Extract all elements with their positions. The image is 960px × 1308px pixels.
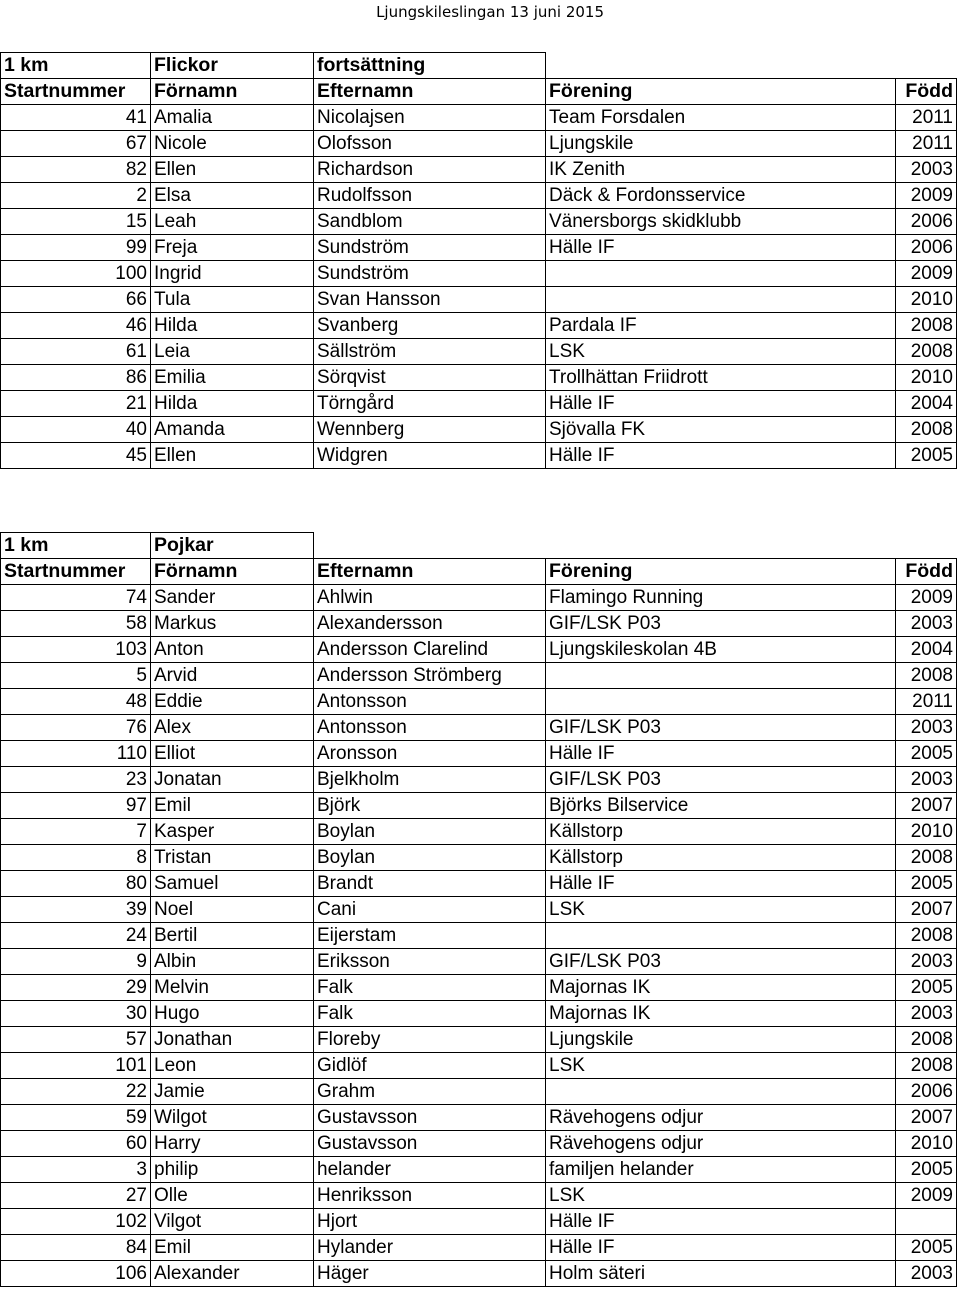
start-number-cell: 61 — [1, 339, 151, 365]
club-cell: Hälle IF — [546, 871, 896, 897]
club-cell: GIF/LSK P03 — [546, 715, 896, 741]
start-number-cell: 99 — [1, 235, 151, 261]
club-cell: familjen helander — [546, 1157, 896, 1183]
last-name-cell: Häger — [314, 1261, 546, 1287]
start-number-cell: 27 — [1, 1183, 151, 1209]
table-row — [1, 105, 957, 131]
first-name-cell: Ellen — [151, 443, 314, 469]
start-number-cell: 110 — [1, 741, 151, 767]
club-cell: Ljungskile — [546, 1027, 896, 1053]
table-row — [1, 391, 957, 417]
start-number-cell: 66 — [1, 287, 151, 313]
table-row — [1, 131, 957, 157]
last-name-cell: Antonsson — [314, 715, 546, 741]
start-number-cell: 46 — [1, 313, 151, 339]
last-name-cell: Olofsson — [314, 131, 546, 157]
birth-year-cell: 2005 — [896, 1157, 957, 1183]
club-cell — [546, 1079, 896, 1105]
club-cell: LSK — [546, 897, 896, 923]
birth-year-cell: 2010 — [896, 287, 957, 313]
table-row — [1, 1001, 957, 1027]
birth-year-cell: 2008 — [896, 923, 957, 949]
first-name-cell: Leia — [151, 339, 314, 365]
club-cell: Sjövalla FK — [546, 417, 896, 443]
birth-year-cell: 2008 — [896, 313, 957, 339]
start-number-cell: 41 — [1, 105, 151, 131]
table-row — [1, 235, 957, 261]
first-name-cell: Emilia — [151, 365, 314, 391]
start-number-cell: 57 — [1, 1027, 151, 1053]
section-note: fortsättning — [314, 53, 546, 79]
table-row — [1, 923, 957, 949]
first-name-cell: Hilda — [151, 391, 314, 417]
document-header: Ljungskileslingan 13 juni 2015 — [376, 3, 604, 21]
club-cell: Trollhättan Friidrott — [546, 365, 896, 391]
birth-year-cell: 2007 — [896, 1105, 957, 1131]
birth-year-cell: 2006 — [896, 235, 957, 261]
start-number-cell: 86 — [1, 365, 151, 391]
birth-year-cell: 2005 — [896, 1235, 957, 1261]
first-name-cell: Elsa — [151, 183, 314, 209]
start-number-cell: 7 — [1, 819, 151, 845]
first-name-cell: Anton — [151, 637, 314, 663]
first-name-cell: Harry — [151, 1131, 314, 1157]
first-name-cell: Alex — [151, 715, 314, 741]
last-name-cell: Nicolajsen — [314, 105, 546, 131]
last-name-cell: Gustavsson — [314, 1131, 546, 1157]
birth-year-cell: 2003 — [896, 1001, 957, 1027]
birth-year-cell: 2003 — [896, 611, 957, 637]
club-cell: Källstorp — [546, 819, 896, 845]
first-name-cell: Noel — [151, 897, 314, 923]
club-cell: IK Zenith — [546, 157, 896, 183]
first-name-cell: Ingrid — [151, 261, 314, 287]
last-name-cell: Aronsson — [314, 741, 546, 767]
table-row — [1, 611, 957, 637]
section-category: Flickor — [151, 53, 314, 79]
first-name-cell: Freja — [151, 235, 314, 261]
last-name-cell: Sundström — [314, 235, 546, 261]
last-name-cell: Sörqvist — [314, 365, 546, 391]
birth-year-cell: 2008 — [896, 339, 957, 365]
column-header-start-number: Startnummer — [1, 559, 151, 585]
last-name-cell: Hjort — [314, 1209, 546, 1235]
start-number-cell: 101 — [1, 1053, 151, 1079]
column-header-start-number: Startnummer — [1, 79, 151, 105]
club-cell: GIF/LSK P03 — [546, 611, 896, 637]
first-name-cell: philip — [151, 1157, 314, 1183]
birth-year-cell: 2010 — [896, 819, 957, 845]
birth-year-cell: 2008 — [896, 663, 957, 689]
birth-year-cell: 2005 — [896, 871, 957, 897]
start-number-cell: 82 — [1, 157, 151, 183]
last-name-cell: Andersson Strömberg — [314, 663, 546, 689]
table-row — [1, 1105, 957, 1131]
club-cell: Ljungskileskolan 4B — [546, 637, 896, 663]
start-number-cell: 74 — [1, 585, 151, 611]
title-spacer — [546, 533, 957, 559]
table-row — [1, 1235, 957, 1261]
table-row — [1, 1053, 957, 1079]
birth-year-cell: 2011 — [896, 689, 957, 715]
table-row — [1, 819, 957, 845]
last-name-cell: Widgren — [314, 443, 546, 469]
table-row — [1, 339, 957, 365]
table-row — [1, 1261, 957, 1287]
table-row — [1, 585, 957, 611]
club-cell: Flamingo Running — [546, 585, 896, 611]
first-name-cell: Eddie — [151, 689, 314, 715]
club-cell: Pardala IF — [546, 313, 896, 339]
column-header-club: Förening — [546, 559, 896, 585]
birth-year-cell: 2011 — [896, 105, 957, 131]
first-name-cell: Tristan — [151, 845, 314, 871]
table-row — [1, 261, 957, 287]
start-number-cell: 30 — [1, 1001, 151, 1027]
first-name-cell: Amanda — [151, 417, 314, 443]
start-number-cell: 24 — [1, 923, 151, 949]
start-number-cell: 76 — [1, 715, 151, 741]
section-note — [314, 533, 546, 559]
start-number-cell: 9 — [1, 949, 151, 975]
first-name-cell: Leah — [151, 209, 314, 235]
last-name-cell: Floreby — [314, 1027, 546, 1053]
club-cell: Team Forsdalen — [546, 105, 896, 131]
last-name-cell: Falk — [314, 975, 546, 1001]
club-cell: Majornas IK — [546, 975, 896, 1001]
section-title-row — [1, 53, 957, 79]
start-number-cell: 22 — [1, 1079, 151, 1105]
last-name-cell: Eijerstam — [314, 923, 546, 949]
start-number-cell: 2 — [1, 183, 151, 209]
last-name-cell: Eriksson — [314, 949, 546, 975]
table-row — [1, 689, 957, 715]
birth-year-cell: 2007 — [896, 897, 957, 923]
first-name-cell: Emil — [151, 793, 314, 819]
club-cell — [546, 663, 896, 689]
start-number-cell: 80 — [1, 871, 151, 897]
last-name-cell: Törngård — [314, 391, 546, 417]
table-row — [1, 897, 957, 923]
start-number-cell: 58 — [1, 611, 151, 637]
club-cell: LSK — [546, 1183, 896, 1209]
birth-year-cell: 2009 — [896, 183, 957, 209]
first-name-cell: Elliot — [151, 741, 314, 767]
birth-year-cell: 2009 — [896, 261, 957, 287]
results-table-pojkar — [0, 532, 957, 1287]
first-name-cell: Ellen — [151, 157, 314, 183]
last-name-cell: Svan Hansson — [314, 287, 546, 313]
start-number-cell: 5 — [1, 663, 151, 689]
birth-year-cell: 2004 — [896, 391, 957, 417]
column-header-first-name: Förnamn — [151, 79, 314, 105]
table-row — [1, 871, 957, 897]
birth-year-cell — [896, 1209, 957, 1235]
start-number-cell: 40 — [1, 417, 151, 443]
first-name-cell: Jonathan — [151, 1027, 314, 1053]
table-row — [1, 209, 957, 235]
first-name-cell: Leon — [151, 1053, 314, 1079]
first-name-cell: Samuel — [151, 871, 314, 897]
start-number-cell: 60 — [1, 1131, 151, 1157]
last-name-cell: Sandblom — [314, 209, 546, 235]
club-cell: GIF/LSK P03 — [546, 949, 896, 975]
last-name-cell: Sällström — [314, 339, 546, 365]
first-name-cell: Emil — [151, 1235, 314, 1261]
last-name-cell: Rudolfsson — [314, 183, 546, 209]
last-name-cell: Antonsson — [314, 689, 546, 715]
club-cell: LSK — [546, 339, 896, 365]
last-name-cell: Gustavsson — [314, 1105, 546, 1131]
column-header-row — [1, 79, 957, 105]
table-row — [1, 443, 957, 469]
table-row — [1, 157, 957, 183]
club-cell: Majornas IK — [546, 1001, 896, 1027]
start-number-cell: 29 — [1, 975, 151, 1001]
club-cell: Hälle IF — [546, 235, 896, 261]
club-cell: Holm säteri — [546, 1261, 896, 1287]
first-name-cell: Markus — [151, 611, 314, 637]
table-row — [1, 1027, 957, 1053]
last-name-cell: Björk — [314, 793, 546, 819]
start-number-cell: 84 — [1, 1235, 151, 1261]
club-cell: Hälle IF — [546, 1209, 896, 1235]
birth-year-cell: 2008 — [896, 1027, 957, 1053]
start-number-cell: 103 — [1, 637, 151, 663]
table-row — [1, 637, 957, 663]
birth-year-cell: 2005 — [896, 443, 957, 469]
birth-year-cell: 2003 — [896, 157, 957, 183]
birth-year-cell: 2008 — [896, 845, 957, 871]
first-name-cell: Kasper — [151, 819, 314, 845]
start-number-cell: 67 — [1, 131, 151, 157]
table-row — [1, 1183, 957, 1209]
table-row — [1, 741, 957, 767]
club-cell: Hälle IF — [546, 443, 896, 469]
first-name-cell: Bertil — [151, 923, 314, 949]
first-name-cell: Nicole — [151, 131, 314, 157]
club-cell — [546, 287, 896, 313]
club-cell: Hälle IF — [546, 391, 896, 417]
table-row — [1, 715, 957, 741]
first-name-cell: Tula — [151, 287, 314, 313]
club-cell: Källstorp — [546, 845, 896, 871]
column-header-birth-year: Född — [896, 79, 957, 105]
first-name-cell: Albin — [151, 949, 314, 975]
birth-year-cell: 2005 — [896, 741, 957, 767]
birth-year-cell: 2006 — [896, 209, 957, 235]
club-cell: Hälle IF — [546, 1235, 896, 1261]
first-name-cell: Melvin — [151, 975, 314, 1001]
table-row — [1, 975, 957, 1001]
birth-year-cell: 2003 — [896, 767, 957, 793]
birth-year-cell: 2008 — [896, 417, 957, 443]
first-name-cell: Alexander — [151, 1261, 314, 1287]
last-name-cell: Henriksson — [314, 1183, 546, 1209]
last-name-cell: Hylander — [314, 1235, 546, 1261]
first-name-cell: Jamie — [151, 1079, 314, 1105]
table-row — [1, 1157, 957, 1183]
start-number-cell: 102 — [1, 1209, 151, 1235]
last-name-cell: helander — [314, 1157, 546, 1183]
table-row — [1, 793, 957, 819]
section-distance: 1 km — [1, 533, 151, 559]
start-number-cell: 23 — [1, 767, 151, 793]
last-name-cell: Gidlöf — [314, 1053, 546, 1079]
table-row — [1, 287, 957, 313]
column-header-club: Förening — [546, 79, 896, 105]
club-cell — [546, 261, 896, 287]
table-row — [1, 1079, 957, 1105]
birth-year-cell: 2004 — [896, 637, 957, 663]
last-name-cell: Boylan — [314, 845, 546, 871]
club-cell — [546, 923, 896, 949]
birth-year-cell: 2003 — [896, 949, 957, 975]
last-name-cell: Alexandersson — [314, 611, 546, 637]
table-row — [1, 1209, 957, 1235]
club-cell — [546, 689, 896, 715]
column-header-last-name: Efternamn — [314, 79, 546, 105]
birth-year-cell: 2011 — [896, 131, 957, 157]
last-name-cell: Wennberg — [314, 417, 546, 443]
club-cell: Däck & Fordonsservice — [546, 183, 896, 209]
last-name-cell: Brandt — [314, 871, 546, 897]
first-name-cell: Sander — [151, 585, 314, 611]
section-distance: 1 km — [1, 53, 151, 79]
start-number-cell: 45 — [1, 443, 151, 469]
table-row — [1, 663, 957, 689]
club-cell: Björks Bilservice — [546, 793, 896, 819]
birth-year-cell: 2010 — [896, 365, 957, 391]
club-cell: LSK — [546, 1053, 896, 1079]
column-header-first-name: Förnamn — [151, 559, 314, 585]
first-name-cell: Arvid — [151, 663, 314, 689]
last-name-cell: Svanberg — [314, 313, 546, 339]
table-row — [1, 417, 957, 443]
last-name-cell: Richardson — [314, 157, 546, 183]
title-spacer — [546, 53, 957, 79]
table-row — [1, 1131, 957, 1157]
last-name-cell: Ahlwin — [314, 585, 546, 611]
birth-year-cell: 2008 — [896, 1053, 957, 1079]
last-name-cell: Boylan — [314, 819, 546, 845]
start-number-cell: 100 — [1, 261, 151, 287]
birth-year-cell: 2010 — [896, 1131, 957, 1157]
birth-year-cell: 2003 — [896, 715, 957, 741]
start-number-cell: 8 — [1, 845, 151, 871]
first-name-cell: Vilgot — [151, 1209, 314, 1235]
column-header-row — [1, 559, 957, 585]
first-name-cell: Wilgot — [151, 1105, 314, 1131]
table-row — [1, 767, 957, 793]
birth-year-cell: 2006 — [896, 1079, 957, 1105]
table-row — [1, 313, 957, 339]
first-name-cell: Hugo — [151, 1001, 314, 1027]
club-cell: Ljungskile — [546, 131, 896, 157]
last-name-cell: Grahm — [314, 1079, 546, 1105]
start-number-cell: 48 — [1, 689, 151, 715]
first-name-cell: Amalia — [151, 105, 314, 131]
table-row — [1, 949, 957, 975]
first-name-cell: Olle — [151, 1183, 314, 1209]
table-row — [1, 365, 957, 391]
last-name-cell: Andersson Clarelind — [314, 637, 546, 663]
birth-year-cell: 2003 — [896, 1261, 957, 1287]
birth-year-cell: 2009 — [896, 585, 957, 611]
start-number-cell: 15 — [1, 209, 151, 235]
birth-year-cell: 2007 — [896, 793, 957, 819]
last-name-cell: Sundström — [314, 261, 546, 287]
start-number-cell: 3 — [1, 1157, 151, 1183]
column-header-last-name: Efternamn — [314, 559, 546, 585]
start-number-cell: 59 — [1, 1105, 151, 1131]
club-cell: Rävehogens odjur — [546, 1131, 896, 1157]
club-cell: Hälle IF — [546, 741, 896, 767]
birth-year-cell: 2009 — [896, 1183, 957, 1209]
section-title-row — [1, 533, 957, 559]
column-header-birth-year: Född — [896, 559, 957, 585]
club-cell: Rävehogens odjur — [546, 1105, 896, 1131]
start-number-cell: 21 — [1, 391, 151, 417]
results-table-flickor — [0, 52, 957, 469]
first-name-cell: Jonatan — [151, 767, 314, 793]
start-number-cell: 97 — [1, 793, 151, 819]
birth-year-cell: 2005 — [896, 975, 957, 1001]
start-number-cell: 39 — [1, 897, 151, 923]
table-row — [1, 845, 957, 871]
last-name-cell: Cani — [314, 897, 546, 923]
start-number-cell: 106 — [1, 1261, 151, 1287]
section-category: Pojkar — [151, 533, 314, 559]
club-cell: Vänersborgs skidklubb — [546, 209, 896, 235]
club-cell: GIF/LSK P03 — [546, 767, 896, 793]
last-name-cell: Falk — [314, 1001, 546, 1027]
first-name-cell: Hilda — [151, 313, 314, 339]
table-row — [1, 183, 957, 209]
last-name-cell: Bjelkholm — [314, 767, 546, 793]
